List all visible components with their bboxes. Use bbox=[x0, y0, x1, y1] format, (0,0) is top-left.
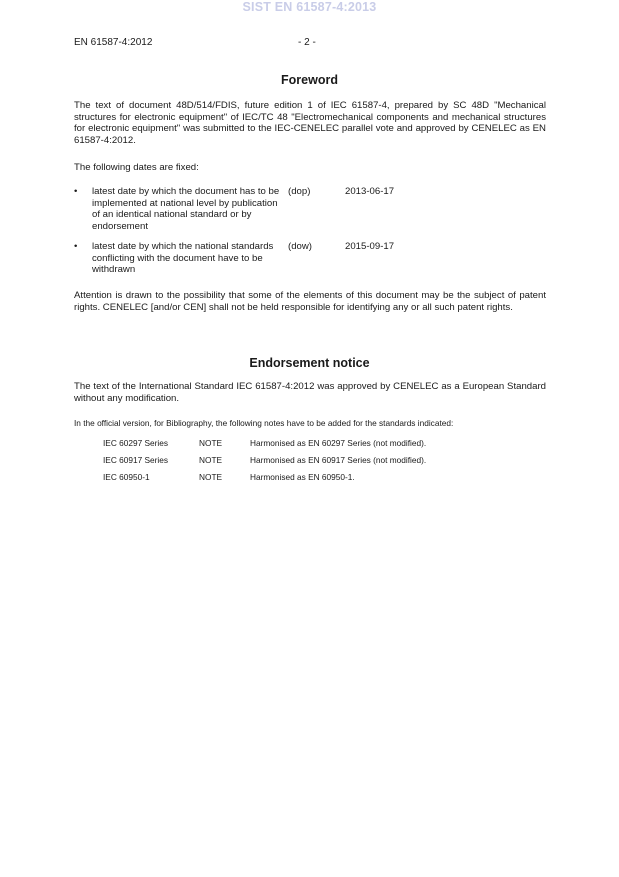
foreword-title: Foreword bbox=[281, 73, 338, 87]
date-code: (dop) bbox=[288, 186, 311, 197]
note-text: Harmonised as EN 60950-1. bbox=[250, 472, 355, 482]
endorsement-title: Endorsement notice bbox=[249, 356, 370, 370]
patent-notice: Attention is drawn to the possibility that some of the elements of this document may be the subject of patent rights. CENELEC [and/or CEN] shall not be held responsible for identifying any or all such patent rights. bbox=[74, 290, 546, 313]
note-text: Harmonised as EN 60917 Series (not modified). bbox=[250, 455, 427, 465]
bullet-icon: • bbox=[74, 241, 78, 252]
watermark: SIST EN 61587-4:2013 bbox=[242, 0, 377, 14]
note-label: NOTE bbox=[199, 472, 223, 482]
bibliography-intro: In the official version, for Bibliography, the following notes have to be added for the standards indicated: bbox=[74, 418, 454, 428]
dates-intro: The following dates are fixed: bbox=[74, 162, 199, 173]
date-value: 2015-09-17 bbox=[345, 241, 395, 252]
foreword-intro: The text of document 48D/514/FDIS, future edition 1 of IEC 61587-4, prepared by SC 48D "Mechanical structures for electronic equipment" of IEC/TC 48 "Electromechanical components and mechanical structures for electronic equipment" was submitted to the IEC-CENELEC parallel vote and approved by CENELEC as EN 61587-4:2012. bbox=[74, 100, 546, 146]
date-description: latest date by which the national standards conflicting with the document have to be withdrawn bbox=[92, 241, 274, 276]
date-code: (dow) bbox=[288, 241, 312, 252]
date-description: latest date by which the document has to be implemented at national level by publication of an identical national standard or by endorsement bbox=[92, 186, 280, 232]
note-standard: IEC 60917 Series bbox=[103, 455, 169, 465]
bullet-icon: • bbox=[74, 186, 78, 197]
note-standard: IEC 60950-1 bbox=[103, 472, 150, 482]
note-text: Harmonised as EN 60297 Series (not modified). bbox=[250, 438, 427, 448]
note-label: NOTE bbox=[199, 438, 223, 448]
endorsement-text: The text of the International Standard IEC 61587-4:2012 was approved by CENELEC as a European Standard without any modification. bbox=[74, 381, 546, 404]
note-label: NOTE bbox=[199, 455, 223, 465]
note-standard: IEC 60297 Series bbox=[103, 438, 169, 448]
page-number: - 2 - bbox=[298, 37, 316, 48]
document-id: EN 61587-4:2012 bbox=[74, 37, 153, 48]
date-value: 2013-06-17 bbox=[345, 186, 395, 197]
